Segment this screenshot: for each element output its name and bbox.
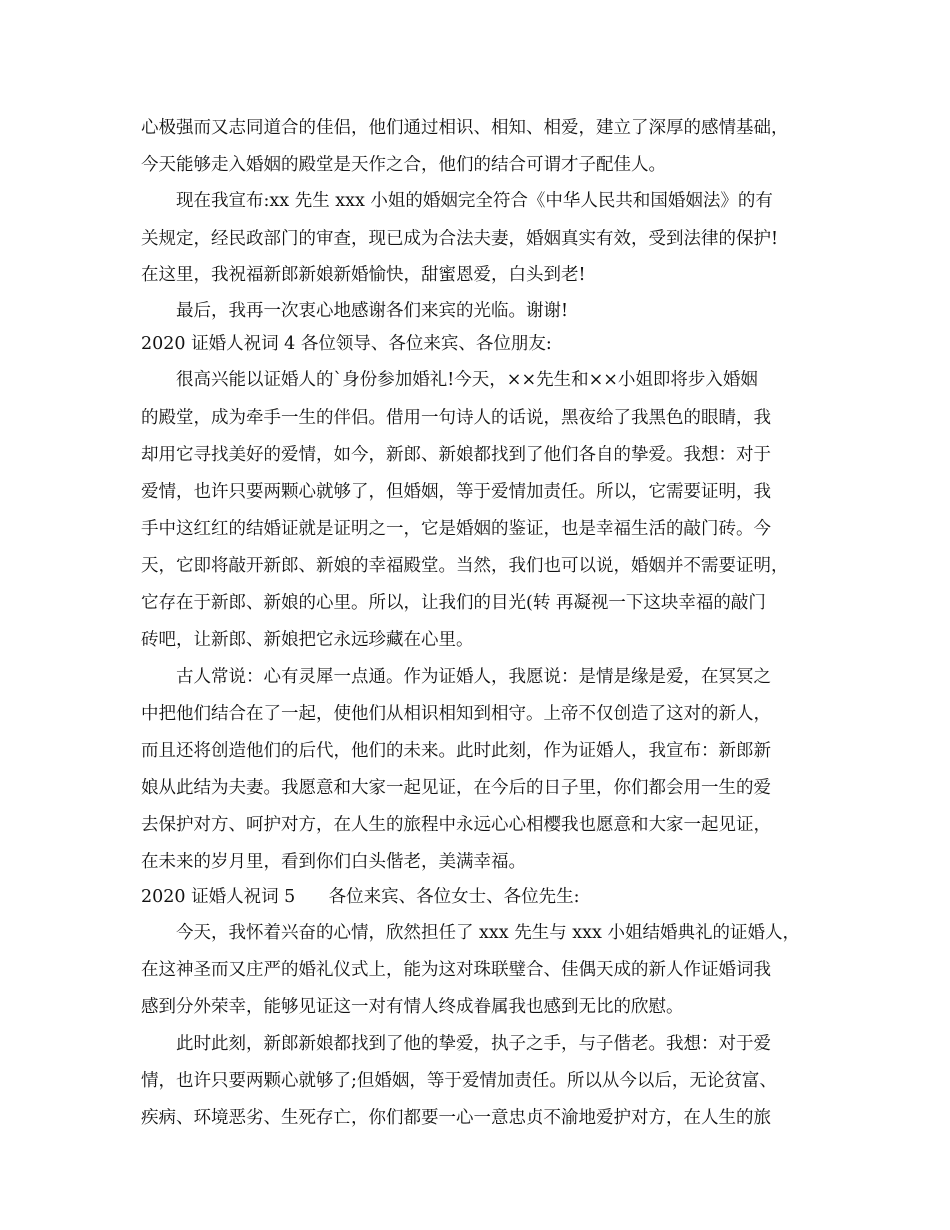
- text-line: 却用它寻找美好的爱情，如今，新郎、新娘都找到了他们各自的挚爱。我想：对于: [141, 445, 771, 465]
- text-line: 娘从此结为夫妻。我愿意和大家一起见证，在今后的日子里，你们都会用一生的爱: [141, 778, 771, 798]
- text-line: 在这里，我祝福新郎新娘新婚愉快，甜蜜恩爱，白头到老!: [141, 265, 586, 285]
- text-line: 今天能够走入婚姻的殿堂是天作之合，他们的结合可谓才子配佳人。: [141, 155, 666, 175]
- text-line: 心极强而又志同道合的佳侣，他们通过相识、相知、相爱，建立了深厚的感情基础，: [141, 118, 789, 138]
- text-line: 天，它即将敲开新郎、新娘的幸福殿堂。当然，我们也可以说，婚姻并不需要证明，: [141, 556, 789, 576]
- text-line: 它存在于新郎、新娘的心里。所以，让我们的目光(转 再凝视一下这块幸福的敲门: [141, 593, 766, 613]
- text-line: 手中这红红的结婚证就是证明之一，它是婚姻的鉴证，也是幸福生活的敲门砖。今: [141, 519, 771, 539]
- section-heading: 2020 证婚人祝词 5 各位来宾、各位女士、各位先生:: [141, 887, 580, 907]
- text-line: 在未来的岁月里，看到你们白头偕老，美满幸福。: [141, 852, 526, 872]
- text-line: 中把他们结合在了一起，使他们从相识相知到相守。上帝不仅创造了这对的新人，: [141, 704, 771, 724]
- text-line: 关规定，经民政部门的审查，现已成为合法夫妻，婚姻真实有效，受到法律的保护!: [141, 229, 779, 249]
- text-line: 的殿堂，成为牵手一生的伴侣。借用一句诗人的话说，黑夜给了我黑色的眼睛，我: [141, 408, 771, 428]
- text-line: 疾病、环境恶劣、生死存亡，你们都要一心一意忠贞不渝地爱护对方，在人生的旅: [141, 1108, 771, 1128]
- paragraph-start-line: 今天，我怀着兴奋的心情，欣然担任了 xxx 先生与 xxx 小姐结婚典礼的证婚人，: [176, 923, 800, 943]
- section-heading: 2020 证婚人祝词 4 各位领导、各位来宾、各位朋友:: [141, 334, 552, 354]
- paragraph-start-line: 最后，我再一次衷心地感谢各们来宾的光临。谢谢!: [176, 301, 569, 321]
- text-line: 感到分外荣幸，能够见证这一对有情人终成眷属我也感到无比的欣慰。: [141, 997, 684, 1017]
- text-line: 在这神圣而又庄严的婚礼仪式上，能为这对珠联璧合、佳偶天成的新人作证婚词我: [141, 960, 771, 980]
- text-line: 爱情，也许只要两颗心就够了，但婚姻，等于爱情加责任。所以，它需要证明，我: [141, 482, 771, 502]
- paragraph-start-line: 古人常说：心有灵犀一点通。作为证婚人，我愿说：是情是缘是爱，在冥冥之: [176, 667, 771, 687]
- paragraph-start-line: 现在我宣布:xx 先生 xxx 小姐的婚姻完全符合《中华人民共和国婚姻法》的有: [176, 191, 773, 211]
- text-line: 去保护对方、呵护对方，在人生的旅程中永远心心相樱我也愿意和大家一起见证，: [141, 815, 771, 835]
- text-line: 砖吧，让新郎、新娘把它永远珍藏在心里。: [141, 630, 474, 650]
- text-line: 而且还将创造他们的后代，他们的未来。此时此刻，作为证婚人，我宣布：新郎新: [141, 741, 771, 761]
- paragraph-start-line: 此时此刻，新郎新娘都找到了他的挚爱，执子之手，与子偕老。我想：对于爱: [176, 1034, 771, 1054]
- paragraph-start-line: 很高兴能以证婚人的`身份参加婚礼!今天，××先生和××小姐即将步入婚姻: [176, 370, 758, 390]
- text-line: 情，也许只要两颗心就够了;但婚姻，等于爱情加责任。所以从今以后，无论贫富、: [141, 1071, 777, 1091]
